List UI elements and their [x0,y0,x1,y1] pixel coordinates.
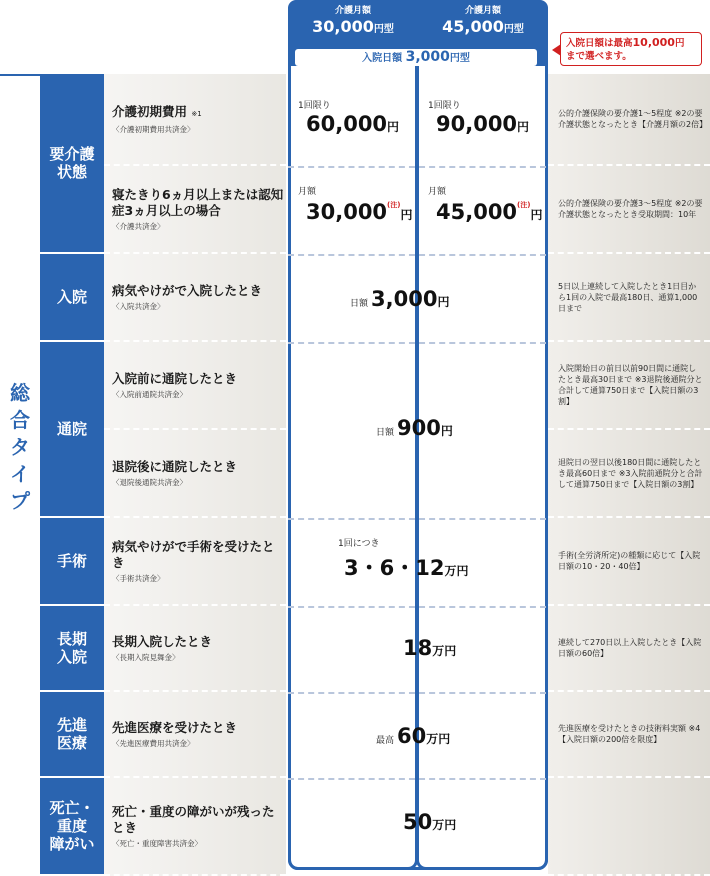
plan-label: 介護月額 [334,6,371,16]
note-surgery: 手術(全労済所定)の種類に応じて【入院日額の10・20・40倍】 [548,518,710,606]
row-hospitalization [104,254,286,342]
row-pre-outpatient [104,342,286,430]
amount-hospitalization: 日額 3,000円 [350,287,450,311]
amount-outpatient: 日額 900円 [376,416,453,440]
row-surgery [104,518,286,606]
row-title: 死亡・重度の障がいが残ったとき [112,803,275,835]
divider [288,342,546,344]
row-title: 病気やけがで手術を受けたとき [112,538,275,570]
amount-death: 50万円 [403,810,457,834]
daily-amount-banner: 入院日額 3,000円型 [295,49,537,66]
divider [288,692,546,694]
cell-label: 1回につき [338,539,380,549]
category-hospitalization: 入院 [40,254,104,342]
row-subtitle: 〈手術共済金〉 [112,573,165,583]
row-title: 入院前に通院したとき [112,370,238,386]
row-title: 長期入院したとき [112,633,213,649]
divider [288,606,546,608]
row-title: 退院後に通院したとき [112,458,238,474]
row-post-outpatient [104,430,286,518]
row-subtitle: 〈長期入院見舞金〉 [112,652,180,662]
row-title: 病気やけがで入院したとき [112,282,263,298]
amount-care-bedridden-b: 45,000$^{(注)}$円 [436,200,543,224]
divider [288,778,546,780]
category-death: 死亡・ 重度 障がい [40,778,104,876]
row-subtitle: 〈死亡・重度障害共済金〉 [112,838,202,848]
amount-longterm: 18万円 [403,636,457,660]
row-death [104,778,286,876]
row-advanced [104,692,286,778]
cell-label: 1回限り [428,101,461,111]
row-title: 先進医療を受けたとき [112,719,238,735]
amount-advanced: 最高 60万円 [376,724,451,748]
note-hospitalization: 5日以上連続して入院したとき1日目から1回の入院で最高180日、通算1,000日まで [548,254,710,342]
category-outpatient: 通院 [40,342,104,518]
reference-mark: ※1 [191,109,202,118]
row-longterm [104,606,286,692]
note-care-initial: 公的介護保険の要介護1～5程度 ※2の要介護状態となったとき【介護月額の2倍】 [548,74,710,166]
row-care-bedridden [104,166,286,254]
row-subtitle: 〈介護初期費用共済金〉 [112,124,195,134]
plan-amount: 30,000円型 [312,17,394,36]
row-care-initial [104,74,286,166]
daily-max-callout: 入院日額は最高10,000円 まで選べます。 [560,32,702,66]
category-care: 要介護 状態 [40,74,104,254]
note-care-bedridden: 公的介護保険の要介護3～5程度 ※2の要介護状態となったとき受取期間：10年 [548,166,710,254]
plan-amount: 45,000円型 [442,17,524,36]
note-longterm: 連続して270日以上入院したとき【入院日額の60倍】 [548,606,710,692]
cell-label: 月額 [298,187,317,197]
row-subtitle: 〈入院共済金〉 [112,301,165,311]
divider [288,518,546,520]
row-subtitle: 〈退院後通院共済金〉 [112,477,187,487]
note-post-outpatient: 退院日の翌日以後180日間に通院したとき最高60日まで ※3入院前通院分と合計して通算750日まで【入院日額の3割】 [548,430,710,518]
note-death [548,778,710,876]
row-subtitle: 〈入院前通院共済金〉 [112,389,187,399]
note-advanced: 先進医療を受けたときの技術料実額 ※4【入院日額の200倍を限度】 [548,692,710,778]
amount-surgery: 3・6・12万円 [344,556,469,580]
cell-label: 1回限り [298,101,331,111]
category-surgery: 手術 [40,518,104,606]
row-subtitle: 〈先進医療費用共済金〉 [112,738,195,748]
cell-label: 月額 [428,187,447,197]
row-title: 寝たきり6ヵ月以上または認知症3ヵ月以上の場合 [112,186,284,218]
amount-care-initial-b: 90,000円 [436,112,530,136]
plan-label: 介護月額 [464,6,501,16]
category-advanced: 先進 医療 [40,692,104,778]
row-title: 介護初期費用 [112,103,188,119]
row-subtitle: 〈介護共済金〉 [112,221,165,231]
amount-care-initial-a: 60,000円 [306,112,400,136]
amount-care-bedridden-a: 30,000$^{(注)}$円 [306,200,413,224]
plan-divider [416,66,419,254]
note-pre-outpatient: 入院開始日の前日以前90日間に通院したとき最高30日まで ※3退院後通院分と合計して通算750日まで【入院日額の3割】 [548,342,710,430]
divider [288,254,546,256]
plan-type-label: 総合タイプ [10,381,30,513]
category-longterm: 長期 入院 [40,606,104,692]
